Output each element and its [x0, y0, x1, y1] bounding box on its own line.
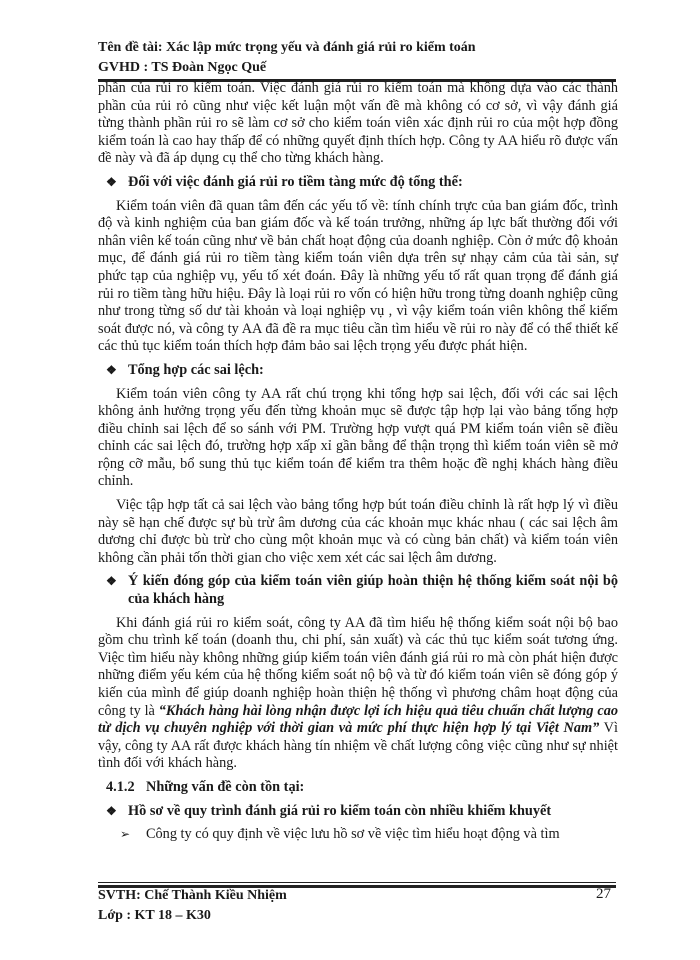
paragraph: Kiểm toán viên công ty AA rất chú trọng khi tổng hợp sai lệch, đối với các sai lệch không ảnh hưởng trọng yếu đến từng khoản mục sẽ được tập hợp lại vào bảng tổng hợp điều chỉnh sai lệch để so sánh với PM. Trường hợp vượt quá PM kiểm toán viên sẽ điều chỉnh các sai lệch đó, trường hợp xấp xỉ gần bằng để thận trọng thì kiểm toán viên sẽ mở rộng cỡ mẫu, bổ sung thủ tục kiểm toán để kiểm tra thêm hoặc đề nghị khách hàng điều chỉnh.	[98, 385, 618, 490]
thesis-topic: Tên đề tài: Xác lập mức trọng yếu và đánh giá rủi ro kiểm toán	[98, 40, 476, 55]
heading-text: Đối với việc đánh giá rủi ro tiềm tàng mức độ tổng thể:	[128, 173, 463, 190]
paragraph: Kiểm toán viên đã quan tâm đến các yếu tố về: tính chính trực của ban giám đốc, trình độ và kinh nghiệm của ban giám đốc và kế toán trưởng, những áp lực bất thường đối với nhân viên kế toán cũng như về bản chất hoạt động của doanh nghiệp. Còn ở mức độ khoản mục, để đánh giá rủi ro tiềm tàng kiểm toán viên dựa trên sự nhạy cảm của tài sản, sự phức tạp của nghiệp vụ, yếu tố xét đoán. Đây là những yếu tố rất quan trọng để đánh giá rủi ro tiềm tàng hữu hiệu. Đây là loại rủi ro vốn có hiện hữu trong từng doanh nghiệp cũng như trong từng số dư tài khoản và loại nghiệp vụ , vì vậy kiểm toán viên không thể kiểm soát được nó, và công ty AA đã đề ra mục tiêu cần tìm hiểu về rủi ro này để có thể thiết kế các thủ tục kiểm toán thích hợp đảm bảo sai lệch trọng yếu được phát hiện.	[98, 197, 618, 355]
section-heading	[106, 362, 618, 380]
paragraph: phần của rủi ro kiểm toán. Việc đánh giá rủi ro kiểm toán mà không dựa vào các thành phần của rủi rỏ cũng như việc kết luận một vấn đề mà không có cơ sở, vì vậy đánh giá từng thành phần rủi ro sẽ làm cơ sở cho kiểm toán viên xác định rủi ro của một hợp đồng kiểm toán là cao hay thấp để có những quyết định thích hợp. Công ty AA hiểu rõ được vấn đề này và đã áp dụng cụ thể cho từng khách hàng.	[98, 80, 618, 167]
footer-divider-thin	[98, 882, 616, 883]
section-heading	[106, 174, 618, 192]
subsection-heading	[106, 779, 618, 797]
diamond-bullet-icon: ❖	[106, 803, 117, 818]
paragraph	[98, 615, 618, 773]
page-footer	[98, 886, 616, 926]
company-motto: “Khách hàng hài lòng nhận được lợi ích hiệu quả tiêu chuẩn chất lượng cao từ dịch vụ chuyên nghiệp với thời gian và mức phí thực hiện hợp lý tại Việt Nam”	[98, 702, 618, 737]
page-body	[98, 80, 618, 844]
subsection-title: Những vấn đề còn tồn tại:	[146, 778, 305, 795]
section-heading	[106, 803, 618, 821]
diamond-bullet-icon: ❖	[106, 574, 117, 589]
list-item	[120, 826, 618, 844]
student-name: SVTH: Chế Thành Kiều Nhiệm	[98, 888, 287, 903]
paragraph-text: Khi đánh giá rủi ro kiểm soát, công ty AA đã tìm hiểu hệ thống kiểm soát nội bộ bao gồm chu trình kế toán (doanh thu, chi phí, sản xuất) và các thủ tục kiểm soát tương ứng. Việc tìm hiểu này không những giúp kiểm toán viên đánh giá rủi ro mà còn phát hiện được những điểm yếu kém của hệ thống kiểm soát nộ bộ và từ đó kiểm toán viên sẽ đóng góp ý kiến của mình để giúp doanh nghiệp hoàn thiện hệ thống vì phương châm hoạt động của công ty là	[98, 614, 618, 719]
subsection-number: 4.1.2	[106, 778, 135, 795]
paragraph-text: Vì vậy, công ty AA rất được khách hàng tín nhiệm về chất lượng công việc cũng như sự nhiệt tình đối với khách hàng.	[98, 720, 618, 772]
heading-text: Ý kiến đóng góp của kiểm toán viên giúp hoàn thiện hệ thống kiểm soát nội bộ của khách hàng	[128, 573, 618, 608]
diamond-bullet-icon: ❖	[106, 174, 117, 189]
page-header	[98, 38, 610, 78]
heading-text: Hồ sơ về quy trình đánh giá rủi ro kiểm toán còn nhiều khiếm khuyết	[128, 802, 552, 819]
paragraph: Việc tập hợp tất cả sai lệch vào bảng tổng hợp bút toán điều chỉnh là rất hợp lý vì điều này sẽ hạn chế được sự bù trừ âm dương của các khoản mục khác nhau ( các sai lệch âm dương chỉ được bù trừ cho cùng một khoản mục và có cùng bản chất) và kiểm toán viên không cần phải tốn thời gian cho việc xem xét các sai lệch âm dương.	[98, 497, 618, 566]
diamond-bullet-icon: ❖	[106, 362, 117, 377]
advisor: GVHD : TS Đoàn Ngọc Quế	[98, 60, 267, 75]
page-number: 27	[596, 886, 611, 902]
arrow-bullet-icon: ➢	[120, 827, 131, 842]
class-code: Lớp : KT 18 – K30	[98, 908, 211, 923]
heading-text: Tổng hợp các sai lệch:	[128, 361, 264, 378]
section-heading	[106, 573, 618, 608]
list-item-text: Công ty có quy định về việc lưu hồ sơ về việc tìm hiểu hoạt động và tìm	[146, 826, 560, 843]
